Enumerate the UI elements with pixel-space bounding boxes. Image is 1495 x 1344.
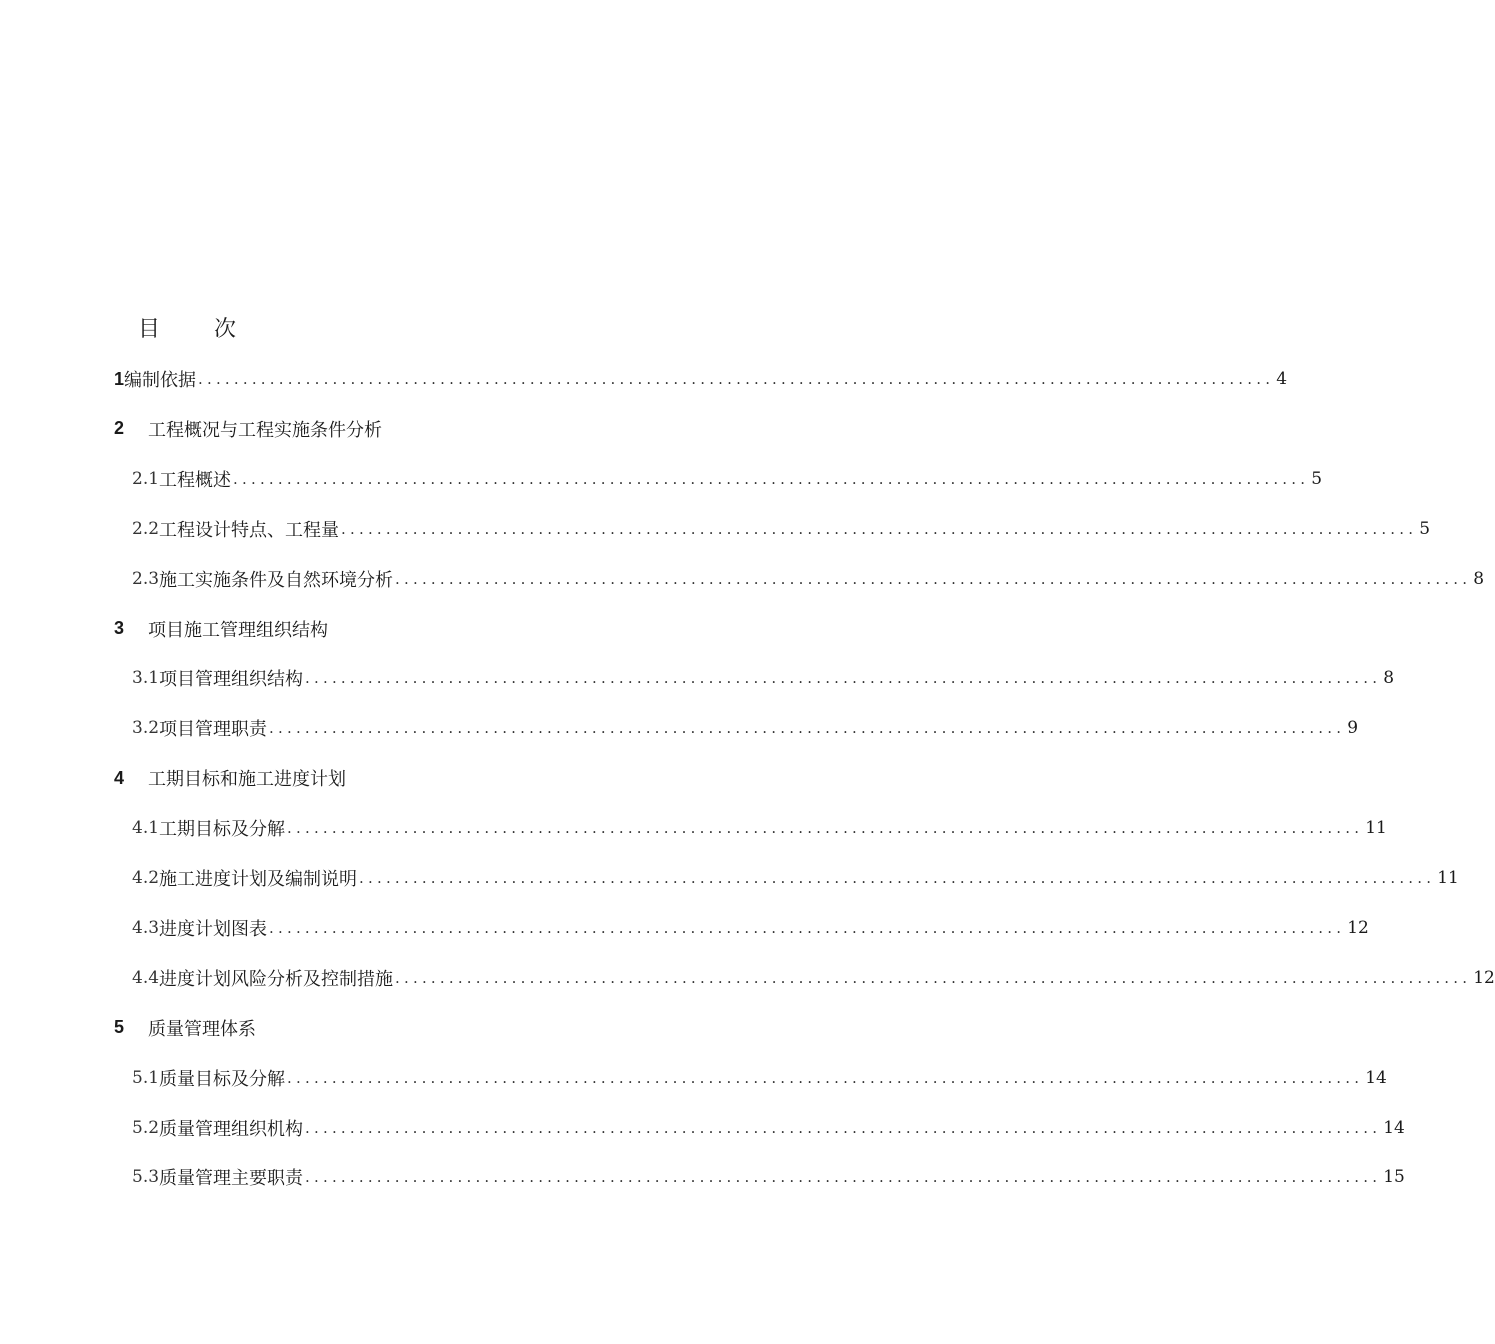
toc-entry-label: 质量管理组织机构 [159, 1118, 304, 1140]
toc-entry-page-number: 9 [1347, 718, 1359, 739]
toc-entry-leader-dots: ........................................................................................................................ [305, 1168, 1382, 1187]
toc-entry-number: 3.1 [132, 668, 160, 689]
toc-entry-number: 2.2 [132, 518, 160, 539]
toc-entry-number: 2.1 [132, 468, 160, 489]
toc-entry-number: 2.3 [132, 568, 160, 589]
toc-entry[interactable] [132, 465, 1323, 493]
toc-entry-page-number: 5 [1311, 468, 1323, 489]
toc-entry-leader-dots: ........................................................................................................................ [233, 469, 1310, 488]
toc-entry[interactable] [114, 615, 826, 643]
toc-entry-label: 工期目标及分解 [159, 819, 286, 841]
toc-entry[interactable] [132, 864, 1459, 892]
toc-entry-leader-dots: ........................................................................................................................ [287, 1068, 1364, 1087]
toc-entry-number: 4 [114, 767, 125, 788]
toc-entry-label: 质量目标及分解 [159, 1068, 286, 1090]
toc-entry-label: 施工实施条件及自然环境分析 [159, 569, 394, 591]
toc-entry[interactable] [114, 1014, 826, 1042]
toc-entry-page-number: 14 [1365, 1067, 1387, 1088]
toc-entry-label: 工程概述 [159, 469, 232, 491]
toc-entry-label: 进度计划图表 [159, 918, 268, 940]
toc-entry-leader-dots: ........................................................................................................................ [395, 968, 1472, 987]
toc-entry-label: 项目施工管理组织结构 [148, 619, 328, 641]
toc-entry-leader-dots: ........................................................................................................................ [359, 869, 1436, 887]
toc-entry-label: 工期目标和施工进度计划 [148, 769, 346, 791]
toc-entry-page-number: 11 [1437, 868, 1459, 888]
toc-entry[interactable] [114, 365, 1288, 393]
toc-entry-label: 编制依据 [124, 370, 197, 391]
toc-entry-number: 5.1 [132, 1067, 160, 1088]
toc-entry-page-number: 15 [1383, 1167, 1405, 1188]
toc-entry-label: 质量管理主要职责 [159, 1168, 304, 1190]
toc-entry[interactable] [132, 515, 1431, 543]
toc-title-char-1: 目 [138, 317, 161, 342]
toc-entry-page-number: 8 [1473, 568, 1485, 589]
toc-entry-leader-dots: ........................................................................................................................ [198, 370, 1275, 388]
toc-entry-page-number: 12 [1347, 917, 1369, 938]
toc-entry-leader-dots: ........................................................................................................................ [305, 669, 1382, 688]
toc-entry[interactable] [132, 1064, 1387, 1092]
toc-entry-number: 5.3 [132, 1167, 160, 1188]
toc-entry-label: 施工进度计划及编制说明 [159, 869, 358, 890]
toc-entry-page-number: 8 [1383, 668, 1395, 689]
toc-entry-label: 项目管理职责 [159, 719, 268, 741]
toc-title-char-2: 次 [214, 317, 237, 342]
toc-entry[interactable] [132, 814, 1387, 842]
toc-entry[interactable] [132, 664, 1395, 692]
toc-entry[interactable] [132, 565, 1485, 593]
toc-entry[interactable] [132, 714, 1359, 742]
toc-entry-label: 项目管理组织结构 [159, 669, 304, 691]
toc-entry-page-number: 12 [1473, 967, 1495, 988]
toc-entry-page-number: 4 [1276, 369, 1288, 389]
toc-entry-label: 工程设计特点、工程量 [159, 519, 340, 541]
toc-entry[interactable] [114, 415, 826, 443]
toc-entry-number: 5.2 [132, 1117, 160, 1138]
toc-entry[interactable] [132, 1114, 1405, 1142]
toc-entry-label: 质量管理体系 [148, 1018, 256, 1040]
toc-entry-number: 4.2 [132, 868, 160, 888]
toc-entry[interactable] [132, 914, 1369, 942]
toc-entry[interactable] [114, 764, 826, 792]
toc-entry-number: 3 [114, 618, 125, 638]
toc-entry[interactable] [132, 1163, 1405, 1191]
toc-entry[interactable] [132, 964, 1495, 992]
toc-entry-number: 5 [114, 1017, 125, 1038]
toc-entry-leader-dots: ........................................................................................................................ [305, 1118, 1382, 1137]
toc-entry-leader-dots: ........................................................................................................................ [269, 918, 1346, 937]
toc-entry-number: 4.3 [132, 917, 160, 938]
toc-entry-page-number: 11 [1365, 818, 1387, 839]
toc-entry-leader-dots: ........................................................................................................................ [269, 719, 1346, 738]
toc-entry-number: 4.1 [132, 818, 160, 839]
toc-entry-label: 进度计划风险分析及控制措施 [159, 968, 394, 990]
toc-entry-number: 3.2 [132, 718, 160, 739]
toc-entry-number: 2 [114, 418, 125, 439]
toc-entry-leader-dots: ........................................................................................................................ [395, 569, 1472, 588]
toc-entry-number: 4.4 [132, 967, 160, 988]
toc-entry-leader-dots: ........................................................................................................................ [341, 519, 1418, 538]
toc-entry-number: 1 [114, 368, 125, 389]
toc-entry-page-number: 14 [1383, 1117, 1405, 1138]
toc-entry-page-number: 5 [1419, 518, 1431, 539]
toc-entry-leader-dots: ........................................................................................................................ [287, 819, 1364, 838]
toc-entry-label: 工程概况与工程实施条件分析 [148, 419, 382, 441]
